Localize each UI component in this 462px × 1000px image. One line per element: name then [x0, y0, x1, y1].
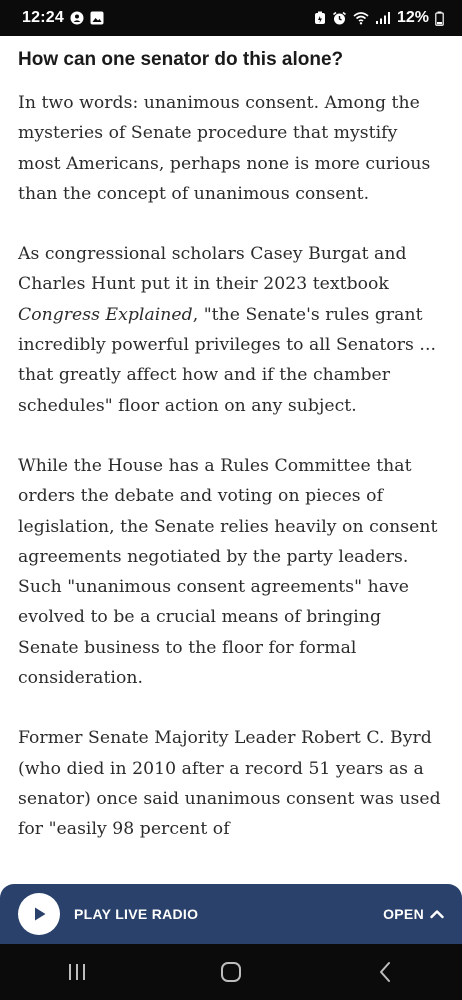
chevron-up-icon [430, 909, 444, 919]
article-paragraph-1: In two words: unanimous consent. Among the mysteries of Senate procedure that mystify most Americans, perhaps none is more curious than the concept of unanimous consent. [18, 93, 431, 204]
notification-bubble-icon [70, 11, 84, 25]
home-button[interactable] [201, 952, 261, 992]
paragraph-2-text-end: , "the Senate's rules grant incredibly powerful privileges to all Senators ... that greatly affect how and if the chamber schedules" floor action on any subject. [18, 304, 436, 416]
play-live-radio-label[interactable]: PLAY LIVE RADIO [74, 906, 199, 922]
status-left [22, 9, 104, 27]
status-bar [0, 0, 462, 36]
gallery-icon [90, 11, 104, 25]
play-icon [29, 904, 49, 924]
section-heading: How can one senator do this alone? [18, 49, 344, 70]
live-radio-player[interactable] [0, 884, 462, 944]
play-button[interactable] [18, 893, 60, 935]
alarm-icon [332, 11, 347, 26]
book-title: Congress Explained [18, 304, 193, 325]
wifi-icon [353, 11, 369, 25]
open-label: OPEN [383, 906, 424, 922]
recent-apps-icon [67, 963, 87, 981]
battery-saver-icon [314, 11, 326, 25]
battery-icon [435, 11, 444, 26]
status-time: 12:24 [22, 9, 64, 26]
open-player-button[interactable] [383, 906, 444, 922]
back-icon [378, 961, 392, 983]
article-body [0, 36, 462, 884]
navigation-bar [0, 944, 462, 1000]
recent-apps-button[interactable] [47, 952, 107, 992]
back-button[interactable] [355, 952, 415, 992]
article-paragraph-3: While the House has a Rules Committee that orders the debate and voting on pieces of legislation, the Senate relies heavily on consent agreements negotiated by the party leaders. Such "unanimous consent agreements" have evolved to be a crucial means of bringing Senate business to the floor for formal consideration. [18, 455, 438, 689]
status-right [314, 9, 444, 27]
home-icon [220, 961, 242, 983]
battery-percent: 12% [396, 9, 429, 26]
article-paragraph-2 [18, 239, 444, 421]
signal-icon [375, 11, 391, 25]
article-paragraph-4: Former Senate Majority Leader Robert C. Byrd (who died in 2010 after a record 51 years as a senator) once said unanimous consent was used for "easily 98 percent of [18, 728, 441, 840]
paragraph-2-text-start: As congressional scholars Casey Burgat and Charles Hunt put it in their 2023 textbook [18, 244, 407, 295]
